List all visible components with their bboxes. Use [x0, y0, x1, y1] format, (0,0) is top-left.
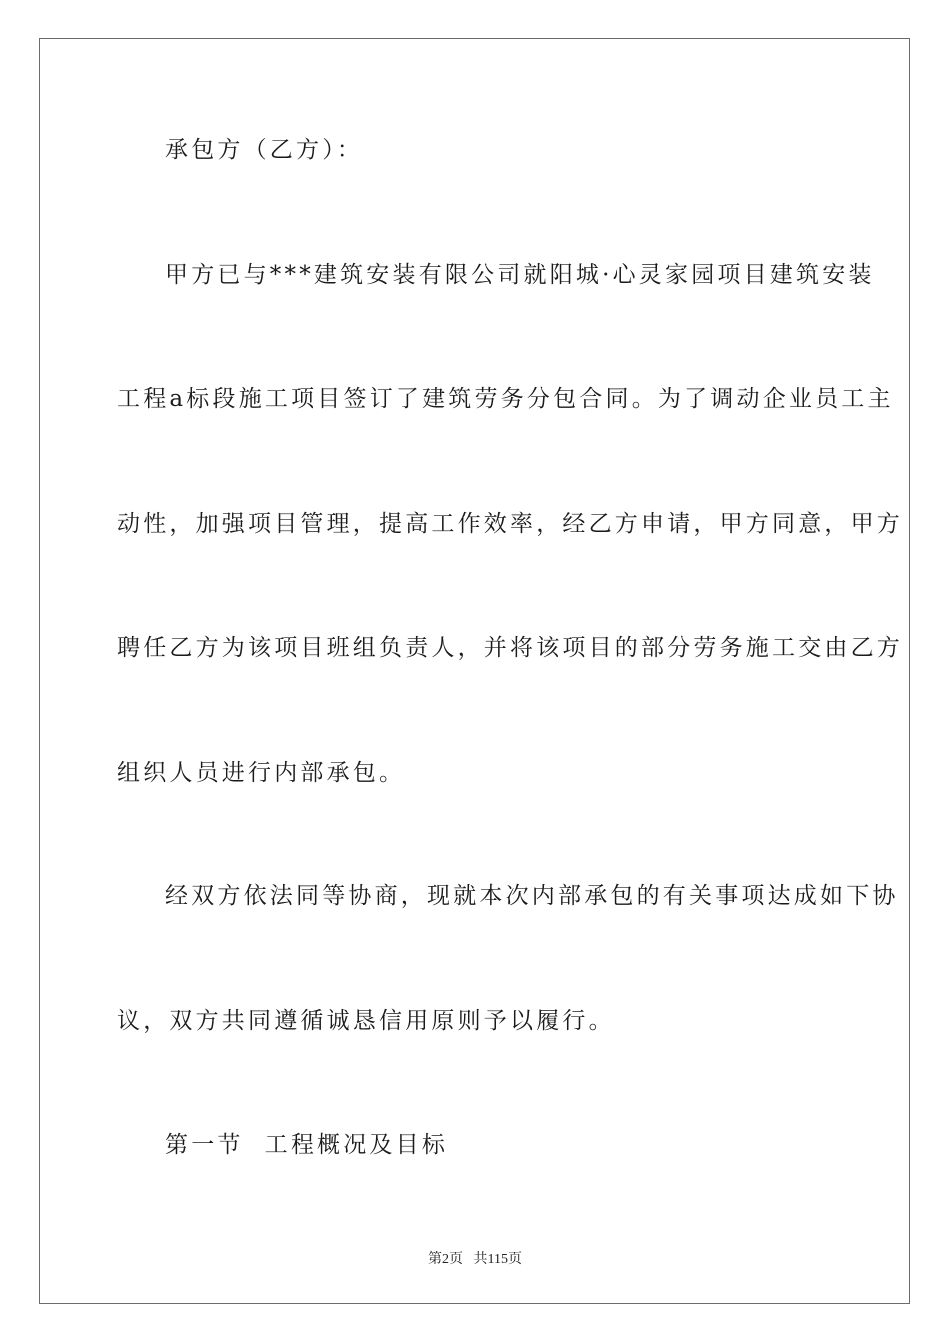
paragraph-line: 工程a标段施工项目签订了建筑劳务分包合同。为了调动企业员工主	[117, 386, 894, 412]
section-heading: 第一节 工程概况及目标	[165, 1132, 449, 1158]
page-border	[39, 38, 910, 1304]
paragraph-line: 组织人员进行内部承包。	[117, 760, 406, 786]
total-pages: 共115页	[473, 1252, 522, 1267]
paragraph-line: 议，双方共同遵循诚恳信用原则予以履行。	[117, 1008, 615, 1034]
page-footer	[0, 1248, 950, 1268]
paragraph-line: 甲方已与***建筑安装有限公司就阳城·心灵家园项目建筑安装	[165, 262, 875, 288]
paragraph-line: 经双方依法同等协商，现就本次内部承包的有关事项达成如下协	[165, 883, 899, 909]
page-number: 第2页	[428, 1252, 463, 1267]
paragraph-line: 动性，加强项目管理，提高工作效率，经乙方申请，甲方同意，甲方	[117, 511, 903, 537]
paragraph-line: 聘任乙方为该项目班组负责人，并将该项目的部分劳务施工交由乙方	[117, 635, 903, 661]
party-b-label: 承包方（乙方）：	[165, 137, 364, 163]
